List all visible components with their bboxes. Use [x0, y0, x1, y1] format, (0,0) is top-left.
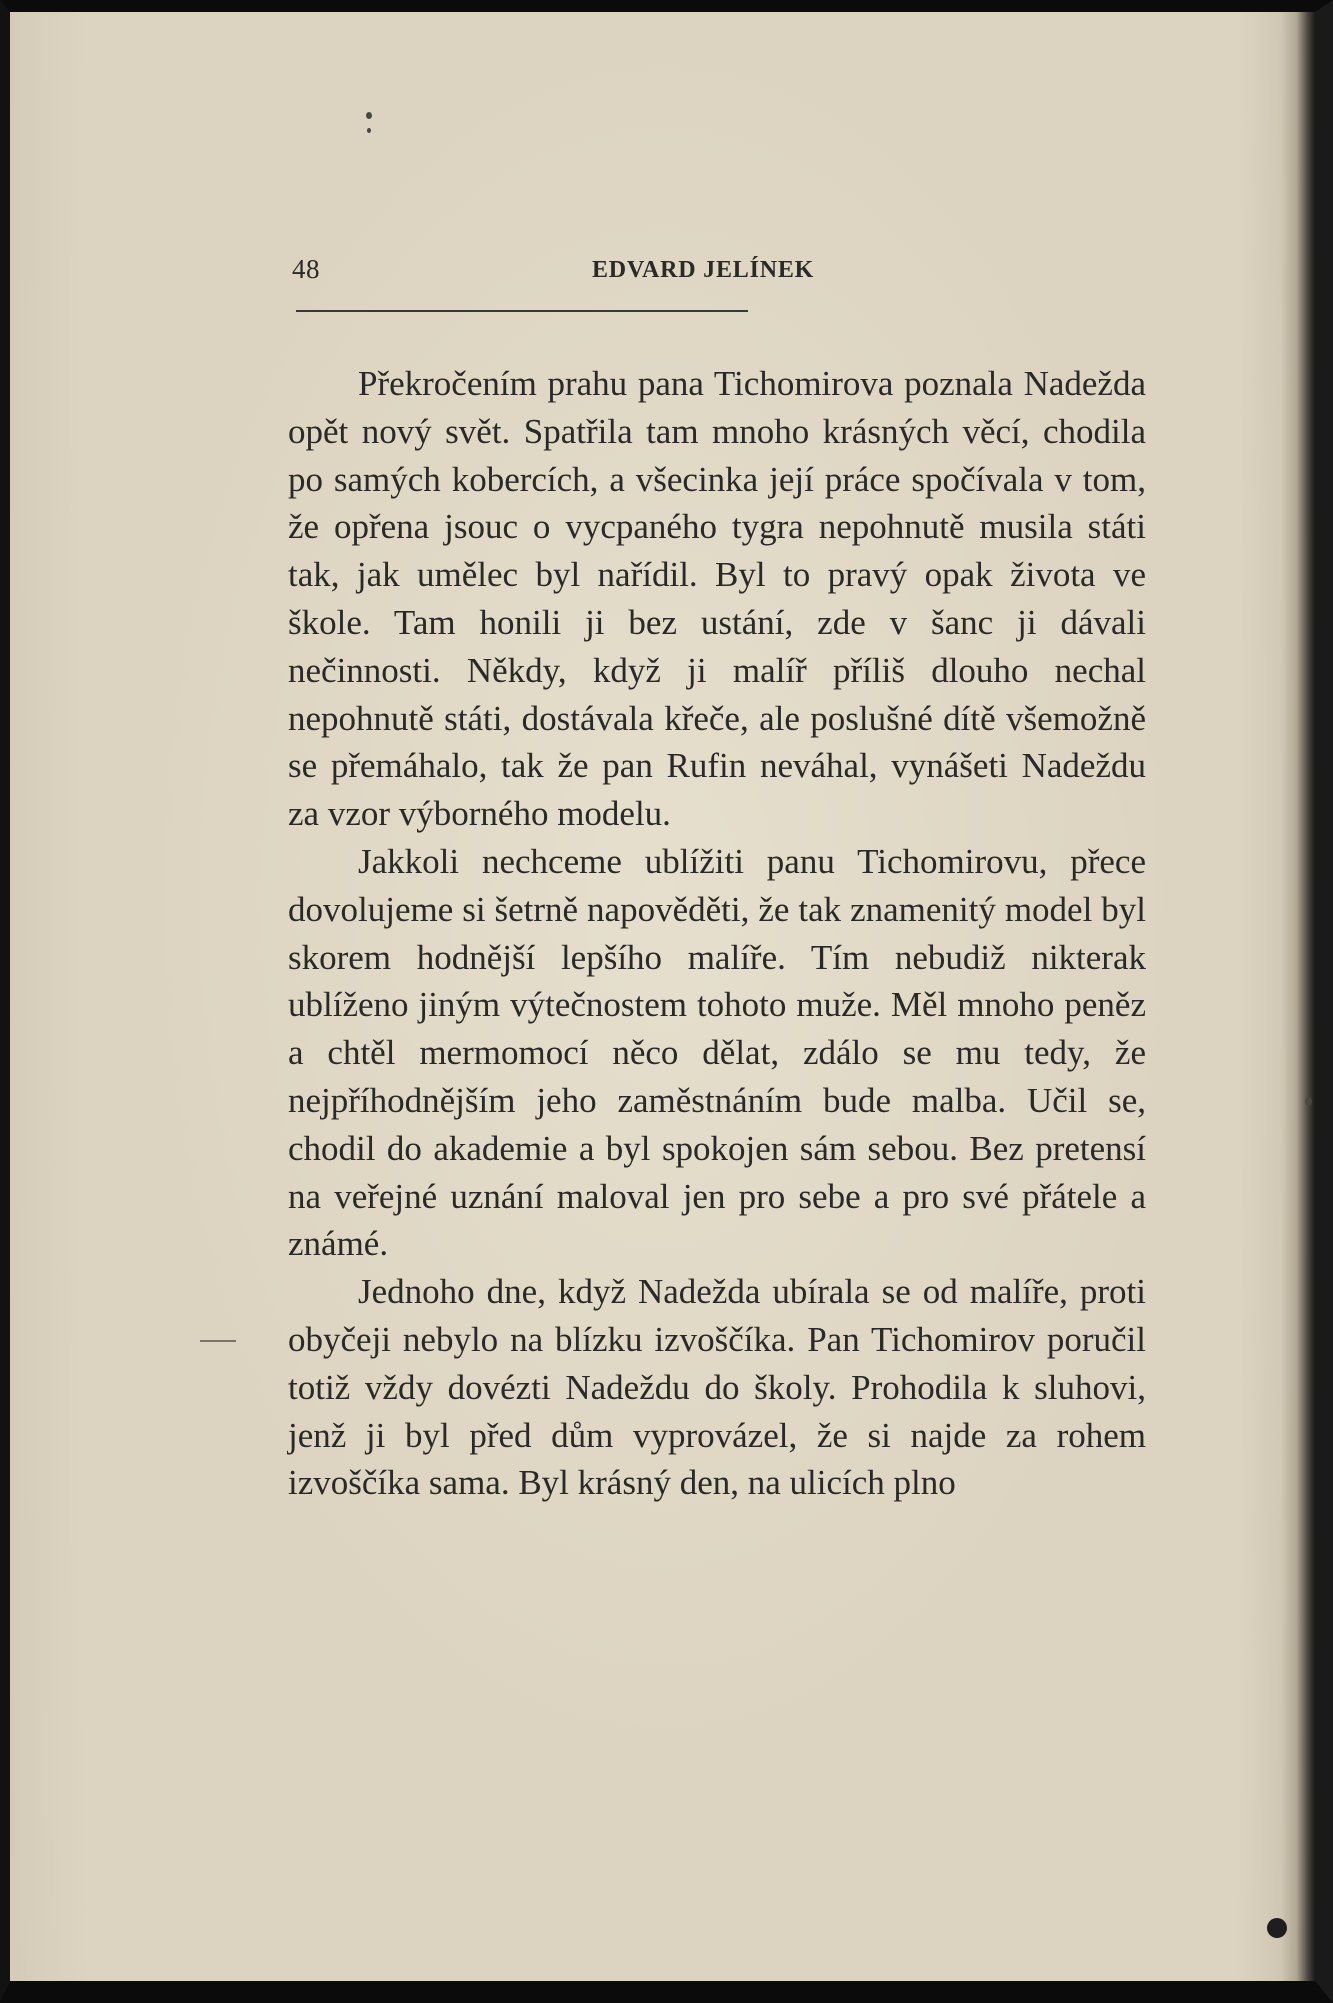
- paragraph: Jednoho dne, když Nadežda ubírala se od malíře, proti obyčeji nebylo na blízku izvoščíka. Pan Tichomirov poručil totiž vždy dovézti Nadeždu do školy. Prohodila k sluhovi, jenž ji byl před dům vyprovázel, že si najde za rohem izvoščíka sama. Byl krásný den, na ulicích plno: [288, 1272, 1146, 1503]
- paragraph: Překročením prahu pana Tichomirova poznala Nadežda opět nový svět. Spatřila tam mnoho krásných věcí, chodila po samých kobercích, a všecinka její práce spočívala v tom, že opřena jsouc o vycpaného tygra nepohnutě musila státi tak, jak umělec byl nařídil. Byl to pravý opak života ve škole. Tam honili ji bez ustání, zde v šanc ji dávali nečinnosti. Někdy, když ji malíř příliš dlouho nechal nepohnutě státi, dostávala křeče, ale poslušné dítě všemožně se přemáhalo, tak že pan Rufin neváhal, vynášeti Nadeždu za vzor výborného modelu.: [288, 364, 1146, 834]
- header-rule: [296, 310, 748, 312]
- paragraph: Jakkoli nechceme ublížiti panu Tichomirovu, přece dovolujeme si šetrně napověděti, že tak znamenitý model byl skorem hodnější lepšího malíře. Tím nebudiž nikterak ublíženo jiným výtečnostem tohoto muže. Měl mnoho peněz a chtěl mermomocí něco dělat, zdálo se mu tedy, že nejpříhodnějším jeho zaměstnáním bude malba. Učil se, chodil do akademie a byl spokojen sám sebou. Bez pretensí na veřejné uznání maloval jen pro sebe a pro své přátele a známé.: [288, 841, 1146, 1264]
- page-header: [288, 254, 1048, 294]
- running-head: EDVARD JELÍNEK: [592, 257, 815, 283]
- page-binding-edge: [1281, 12, 1315, 1981]
- margin-mark: [200, 1340, 236, 1342]
- ink-speck: [366, 112, 372, 119]
- page-number: 48: [292, 254, 320, 284]
- ink-speck: [1305, 1097, 1312, 1106]
- corner-hole: [1267, 1918, 1287, 1938]
- body-text: [288, 360, 1146, 1507]
- ink-speck: [367, 128, 371, 133]
